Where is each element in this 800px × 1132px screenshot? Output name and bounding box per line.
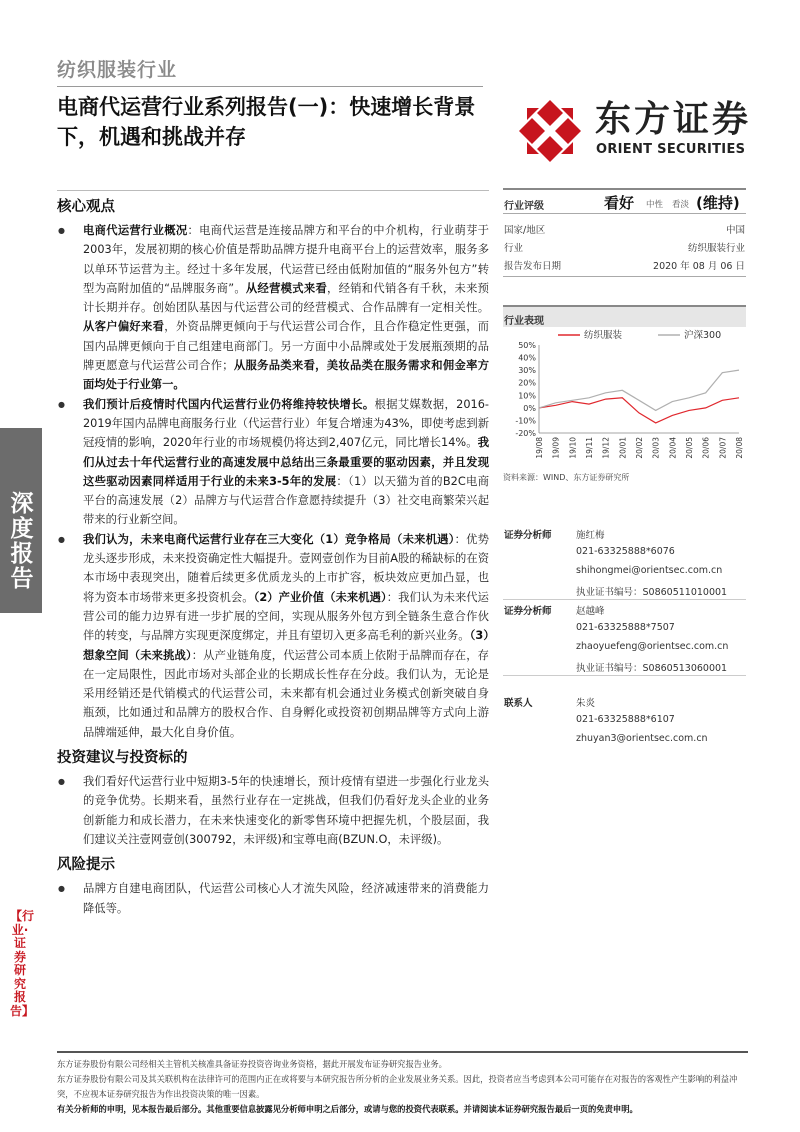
bullet-text: ：（1）以天猫为首的B2C电商平台的高速发展（2）品牌方与代运营合作意愿持续提升（3）社交电商繁荣兴起带来的行业新空间。 [83, 474, 489, 527]
logo-chinese-name: 东方证券 [595, 99, 752, 140]
legend-label: 纺织服装 [584, 330, 623, 341]
bullet-text: ：我们认为未来代运营公司的能力边界有进一步扩展的空间，实现从服务外包方到全链条生意合作伙伴的转变，与品牌方实现更深度绑定，并且有望切入更多高毛利的新兴业务。 [83, 590, 489, 643]
analyst-block [503, 524, 746, 600]
invest-bullets [57, 772, 489, 849]
analyst-email[interactable]: zhaoyuefeng@orientsec.com.cn [576, 641, 729, 652]
meta-row [503, 237, 746, 255]
core-heading: 核心观点 [57, 190, 489, 216]
x-tick-label: 20/01 [618, 437, 628, 459]
analyst-phone: 021-63325888*7507 [576, 622, 675, 633]
logo-mark-icon [517, 98, 583, 164]
rating-value: 看好 [604, 194, 635, 212]
x-tick-label: 19/11 [585, 437, 594, 459]
y-tick-label: 30% [518, 366, 536, 376]
y-tick-label: 0% [523, 403, 536, 413]
logo-english-name: ORIENT SECURITIES [596, 142, 746, 157]
x-tick-label: 20/07 [718, 437, 728, 459]
risk-bullet [57, 879, 489, 918]
bullet-text: 我们看好代运营行业中短期3-5年的快速增长，预计疫情有望进一步强化行业龙头的竞争优势。长期来看，虽然行业存在一定挑战，但我们仍看好龙头企业的业务创新能力和成长潜力，在未来快速变化的新零售环境中把握先机，个股层面，我们建议关注壹网壹创(300792，未评级)和宝尊电商(BZUN.O，未评级)。 [83, 775, 489, 846]
disclaimer-line-2: 东方证券股份有限公司及其关联机构在法律许可的范围内正在或将要与本研究报告所分析的企业发展业务关系。因此，投资者应当考虑到本公司可能存在对报告的客观性产生影响的利益冲突，不应视本证券研究报告为作出投资决策的唯一因素。 [57, 1074, 738, 1099]
core-bullet [57, 395, 489, 530]
y-tick-label: -20% [515, 429, 536, 438]
contact-email[interactable]: zhuyan3@orientsec.com.cn [576, 733, 708, 744]
bullet-bold-text: 从服务品类来看，美妆品类在服务需求和佣金率方面均处于行业第一。 [83, 359, 489, 392]
x-tick-label: 20/08 [735, 437, 744, 459]
x-tick-label: 20/05 [685, 437, 694, 459]
performance-heading: 行业表现 [503, 305, 746, 327]
core-bullets [57, 221, 489, 742]
bullet-bold-text: （3）想象空间（未来挑战） [83, 629, 489, 662]
x-tick-label: 19/08 [535, 437, 544, 459]
x-tick-label: 20/06 [701, 437, 711, 459]
bullet-text: ：从产业链角度，代运营公司本质上依附于品牌而存在，存在一定局限性，因此市场对头部企业的长期成长性存在分歧。我们认为，无论是采用经销还是代销模式的代运营公司，未来都有机会通过业务模式创新突破自身瓶颈，比如通过和品牌方的股权合作、自身孵化或投资初创期品牌等方式向上游品牌端延伸，最大化自身价值。 [83, 648, 489, 739]
contact-name: 朱炎 [576, 698, 596, 709]
bullet-bold-text: 我们认为，未来电商代运营行业存在三大变化（1）竞争格局（未来机遇） [83, 532, 455, 546]
rating-option-neutral: 中性 [646, 200, 664, 210]
bullet-bold-text: 我们从过去十年代运营行业的高速发展中总结出三条最重要的驱动因素，并且发现这些驱动因素同样适用于行业的未来3-5年的发展 [83, 436, 489, 488]
analyst-role: 证券分析师 [504, 606, 552, 617]
rating-option-negative: 看淡 [672, 200, 690, 210]
risk-heading: 风险提示 [57, 857, 115, 874]
bullet-bold-text: 从经营模式来看 [245, 281, 328, 295]
rating-maintain: (维持) [696, 194, 740, 212]
analyst-phone: 021-63325888*6076 [576, 546, 675, 557]
series-line-1 [539, 370, 739, 410]
bullet-bold-text: 电商代运营行业概况 [83, 224, 188, 237]
header-divider [57, 86, 483, 87]
analyst-email[interactable]: shihongmei@orientsec.com.cn [576, 565, 723, 576]
analyst-name: 施红梅 [576, 530, 605, 541]
bullet-bold-text: （2）产业价值（未来机遇） [253, 590, 387, 604]
x-tick-label: 20/03 [651, 437, 661, 459]
contact-phone: 021-63325888*6107 [576, 714, 675, 725]
rating-row [503, 188, 746, 214]
disclaimer-line-3: 有关分析师的申明，见本报告最后部分。其他重要信息披露见分析师申明之后部分，或请与您的投资代表联系。并请阅读本证券研究报告最后一页的免责申明。 [57, 1104, 638, 1114]
meta-value: 2020 年 08 月 06 日 [653, 261, 745, 272]
report-type-label: 深度报告 [10, 491, 34, 592]
y-tick-label: 10% [518, 391, 536, 401]
analyst-role: 证券分析师 [504, 530, 552, 541]
risk-bullets [57, 879, 489, 918]
bullet-bold-text: 我们预计后疫情时代国内代运营行业仍将维持较快增长。 [83, 397, 375, 411]
report-category-tag: 【行业·证券研究报告】 [10, 909, 35, 1018]
analyst-cert: 执业证书编号：S0860513060001 [576, 663, 728, 674]
main-content [57, 190, 489, 918]
analyst-block [503, 600, 746, 676]
report-title: 电商代运营行业系列报告(一)：快速增长背景下，机遇和挑战并存 [57, 95, 476, 149]
x-tick-label: 19/12 [601, 437, 611, 459]
invest-heading: 投资建议与投资标的 [57, 750, 188, 767]
x-tick-label: 19/09 [551, 437, 561, 459]
meta-row [503, 219, 746, 237]
legend-label: 沪深300 [684, 330, 722, 341]
x-tick-label: 20/04 [668, 437, 678, 459]
side-info [503, 188, 746, 467]
bullet-bold-text: 从客户偏好来看 [83, 320, 165, 334]
analyst-list [503, 524, 746, 749]
bullet-text: 根据艾媒数据，2016-2019年国内品牌电商服务行业（代运营行业）年复合增速为43%，即使考虑到新冠疫情的影响，2020年行业的市场规模仍将达到2,407亿元，同比增长14%。 [83, 397, 489, 450]
core-bullet [57, 221, 489, 395]
performance-chart [503, 327, 746, 467]
invest-bullet [57, 772, 489, 849]
disclaimer-line-1: 东方证券股份有限公司经相关主管机关核准具备证券投资咨询业务资格，据此开展发布证券研究报告业务。 [57, 1059, 447, 1069]
analyst-cert: 执业证书编号：S0860511010001 [576, 587, 728, 598]
y-tick-label: 50% [518, 341, 536, 350]
performance-chart-container [503, 327, 746, 467]
meta-key: 报告发布日期 [504, 261, 562, 272]
bullet-text: ：电商代运营是连接品牌方和平台的中介机构，行业萌芽于2003年，发展初期的核心价值是帮助品牌方提升电商平台上的运营效率，服务多以单环节运营为主。经过十多年发展，代运营已经由低附加值的“服务外包方”转型为高附加值的“品牌服务商”。 [83, 224, 489, 295]
disclaimer-footer [57, 1051, 748, 1117]
rating-label: 行业评级 [504, 201, 544, 212]
report-meta [503, 214, 746, 277]
bullet-text: ，外资品牌更倾向于与代运营公司合作，且合作稳定性更强，而国内品牌更倾向于自己组建电商部门。另一方面中小品牌或处于发展瓶颈期的品牌更愿意与代运营公司合作； [83, 320, 489, 373]
analyst-name: 赵越峰 [576, 606, 605, 617]
x-tick-label: 19/10 [568, 437, 578, 459]
meta-key: 国家/地区 [504, 225, 546, 236]
y-tick-label: -10% [515, 416, 536, 426]
meta-value: 纺织服装行业 [687, 243, 745, 254]
core-bullet [57, 530, 489, 742]
meta-key: 行业 [504, 243, 524, 254]
bullet-text: 品牌方自建电商团队，代运营公司核心人才流失风险，经济减速带来的消费能力降低等。 [83, 882, 489, 915]
x-tick-label: 20/02 [635, 437, 644, 459]
contact-role: 联系人 [504, 698, 533, 709]
meta-value: 中国 [725, 225, 745, 236]
bullet-text: ，经销和代销各有千秋，未来预计长期并存。创始团队基因与代运营公司的经营模式、合作品牌有一定相关性。 [83, 281, 489, 315]
orient-securities-logo [517, 98, 752, 164]
sector-label: 纺织服装行业 [57, 59, 178, 81]
meta-row [503, 255, 746, 273]
contact-block [503, 692, 746, 749]
y-tick-label: 20% [518, 378, 536, 388]
chart-source: 资料来源：WIND、东方证券研究所 [503, 473, 630, 482]
bullet-text: ：优势龙头逐步形成，未来投资确定性大幅提升。壹网壹创作为目前A股的稀缺标的在资本市场中表现突出，随着后续更多优质龙头的上市扩容，板块效应更加凸显，也将为资本市场带来更多投资机会。 [83, 532, 489, 604]
y-tick-label: 40% [518, 353, 536, 363]
series-line-0 [539, 398, 739, 423]
